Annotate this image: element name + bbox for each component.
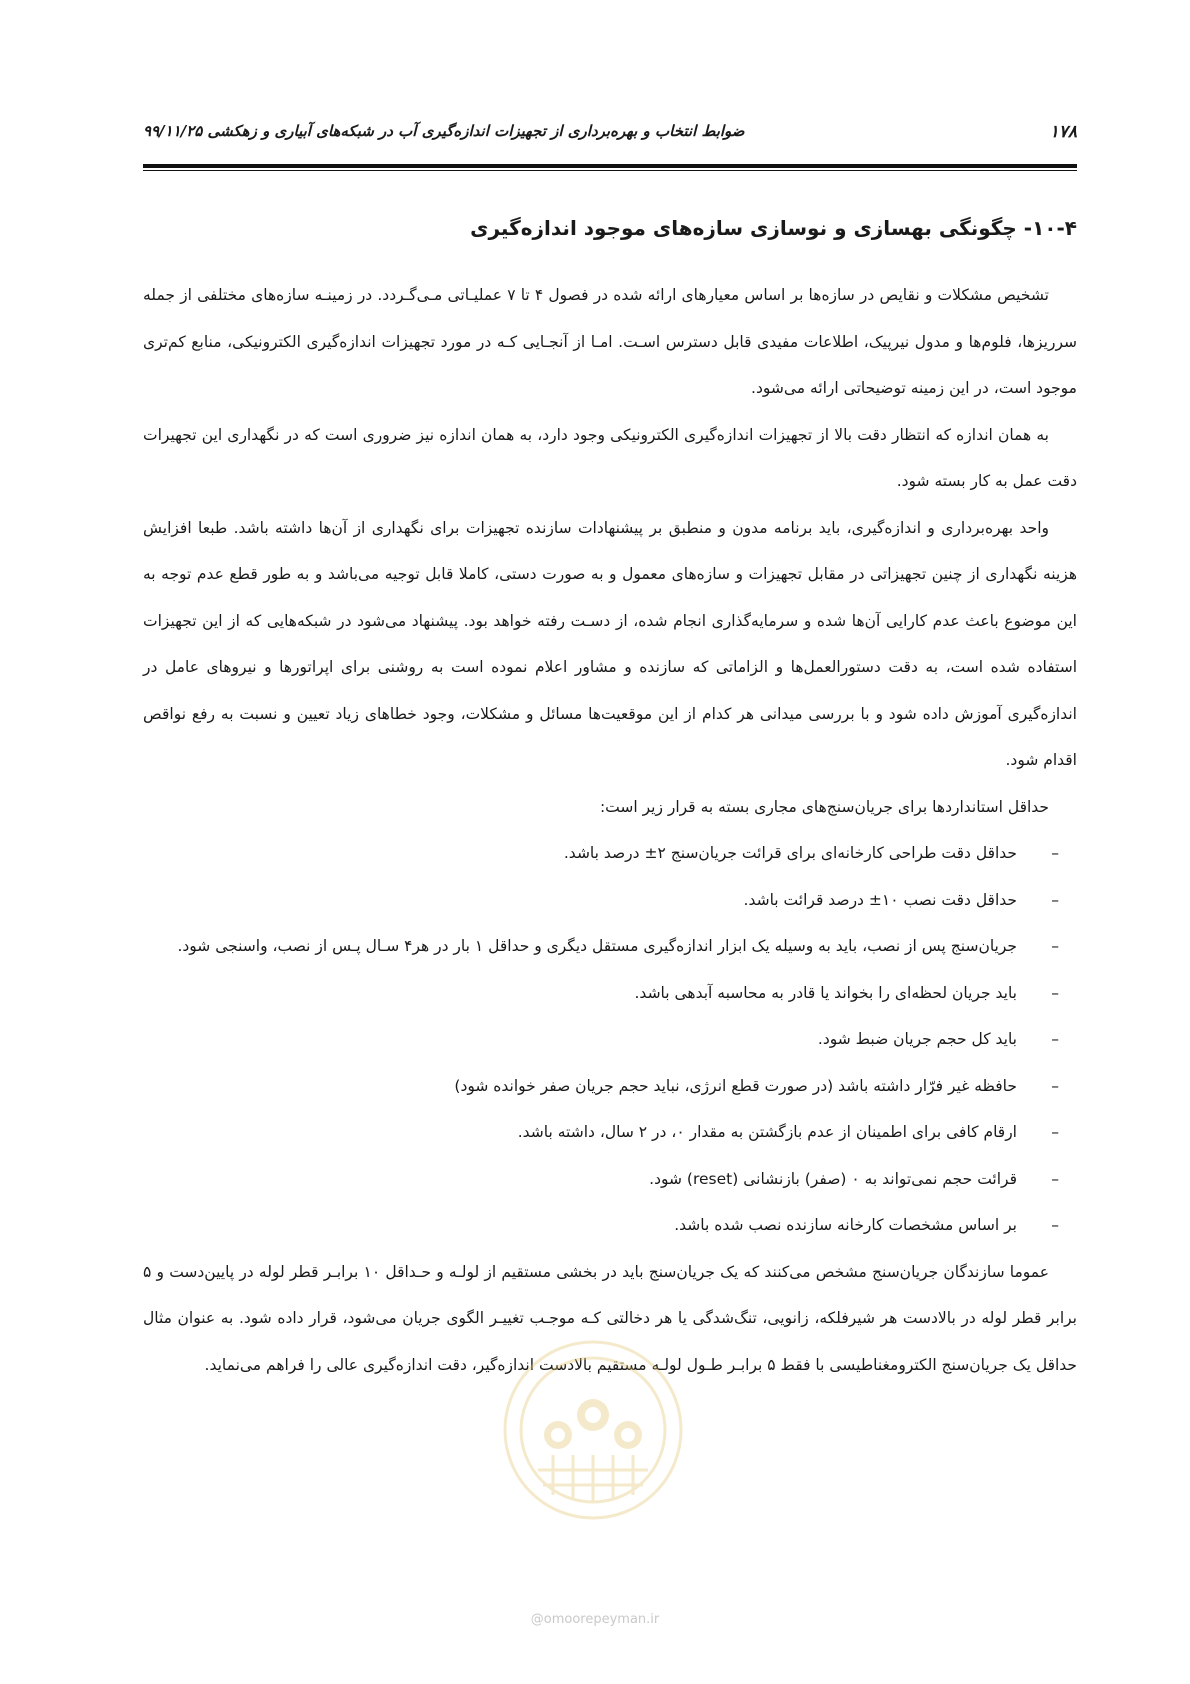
list-item: [143, 877, 1077, 924]
header-divider-thin: [143, 170, 1077, 171]
list-item-text: باید کل حجم جریان ضبط شود.: [817, 1030, 1017, 1048]
list-item-text: باید جریان لحظه‌ای را بخواند یا قادر به محاسبه آبدهی باشد.: [634, 983, 1017, 1002]
dash-icon: –: [1051, 890, 1059, 909]
list-item: [143, 1109, 1077, 1156]
list-item-text: ارقام کافی برای اطمینان از عدم بازگشتن به مقدار ۰، در ۲ سال، داشته باشد.: [517, 1123, 1017, 1141]
list-item-text: بر اساس مشخصات کارخانه سازنده نصب شده باشد.: [674, 1216, 1017, 1234]
page-number: ۱۷۸: [1049, 122, 1077, 142]
list-item: [143, 1202, 1077, 1249]
section-heading: ۱۰-۴- چگونگی بهسازی و نوسازی سازه‌های موجود اندازه‌گیری: [470, 216, 1077, 240]
paragraph: به همان اندازه که انتظار دقت بالا از تجهیزات اندازه‌گیری الکترونیکی وجود دارد، به همان اندازه نیز ضروری است که در نگهداری این تجهیرات دقت عمل به کار بسته شود.: [143, 425, 1077, 490]
dash-icon: –: [1051, 1030, 1059, 1048]
running-title: ضوابط انتخاب و بهره‌برداری از تجهیزات اندازه‌گیری آب در شبکه‌های آبیاری و زهکشی ۹۹/۱۱/۲۵: [143, 122, 745, 140]
dash-icon: –: [1051, 1169, 1059, 1188]
list-item: [143, 1156, 1077, 1203]
watermark-url: @omoorepeyman.ir: [530, 1612, 660, 1627]
dash-icon: –: [1051, 844, 1059, 862]
paragraph: عموما سازندگان جریان‌سنج مشخص می‌کنند که یک جریان‌سنج باید در بخشی مستقیم از لولـه و حـداقل ۱۰ برابـر قطر لوله در پایین‌دست و ۵ برابر قطر لوله در بالادست هر شیرفلکه، زانویی، تنگ‌شدگی یا هر دخالتی کـه موجـب تغییـر الگوی جریان می‌شود، قرار داده شود. به عنوان مثال حداقل یک جریان‌سنج الکترومغناطیسی با فقط ۵ برابـر طـول لولـه مستقیم بالادست اندازه‌گیر، دقت اندازه‌گیری عالی را فراهم می‌نماید.: [143, 1262, 1077, 1374]
list-item: [143, 1016, 1077, 1063]
list-item-text: حافظه غیر فرّار داشته باشد (در صورت قطع انرژی، نباید حجم جریان صفر خوانده شود): [454, 1076, 1017, 1095]
dash-icon: –: [1051, 983, 1059, 1002]
dash-icon: –: [1051, 1216, 1059, 1234]
list-item-text: قرائت حجم نمی‌تواند به ۰ (صفر) بازنشانی (reset) شود.: [649, 1169, 1017, 1188]
list-item-text: حداقل دقت طراحی کارخانه‌ای برای قرائت جریان‌سنج ۲± درصد باشد.: [563, 844, 1017, 862]
main-content: [143, 212, 1077, 1388]
paragraph: واحد بهره‌برداری و اندازه‌گیری، باید برنامه مدون و منطبق بر پیشنهادات سازنده تجهیزات برای نگهداری از آن‌ها داشته باشد. طبعا افزایش هزینه نگهداری از چنین تجهیزاتی در مقابل تجهیزات و سازه‌های معمول و به صورت دستی، کاملا قابل توجیه می‌باشد و به طور قطع عدم توجه به این موضوع باعث عدم کارایی آن‌ها شده و سرمایه‌گذاری انجام شده، از دسـت رفته خواهد بود. پیشنهاد می‌شود در شبکه‌هایی که از این تجهیزات استفاده شده است، به دقت دستورالعمل‌ها و الزاماتی که سازنده و مشاور اعلام نموده است به روشنی برای اپراتورها و نیروهای عامل در اندازه‌گیری آموزش داده شود و با بررسی میدانی هر کدام از این موقعیت‌ها مسائل و مشکلات، وجود خطاهای زیاد تعیین و نسبت به رفع نواقص اقدام شود.: [143, 518, 1077, 769]
list-item-text: حداقل دقت نصب ۱۰± درصد قرائت باشد.: [743, 890, 1017, 909]
header-divider-thick: [143, 164, 1077, 168]
list-item: [143, 1063, 1077, 1110]
list-item: [143, 830, 1077, 877]
seal-logo-icon: [498, 1335, 688, 1525]
dash-icon: –: [1051, 1123, 1059, 1141]
standards-list: [143, 830, 1077, 1249]
dash-icon: –: [1051, 937, 1059, 955]
list-item: [143, 923, 1077, 970]
dash-icon: –: [1051, 1076, 1059, 1095]
paragraph: تشخیص مشکلات و نقایص در سازه‌ها بر اساس معیارهای ارائه شده در فصول ۴ تا ۷ عملیـاتی مـی‌گـردد. در زمینـه سازه‌های مختلفی از جمله سرریزها، فلوم‌ها و مدول نیرپیک، اطلاعات مفیدی قابل دسترس اسـت. امـا از آنجـایی کـه در مورد تجهیزات اندازه‌گیری الکترونیکی، منابع کم‌تری موجود است، در این زمینه توضیحاتی ارائه می‌شود.: [143, 286, 1077, 397]
list-item-text: جریان‌سنج پس از نصب، باید به وسیله یک ابزار اندازه‌گیری مستقل دیگری و حداقل ۱ بار در هر۴ سـال پـس از نصب، واسنجی شود.: [177, 937, 1017, 955]
paragraph: حداقل استانداردها برای جریان‌سنج‌های مجاری بسته به قرار زیر است:: [599, 797, 1049, 816]
page-header: [143, 118, 1077, 148]
list-item: [143, 970, 1077, 1017]
